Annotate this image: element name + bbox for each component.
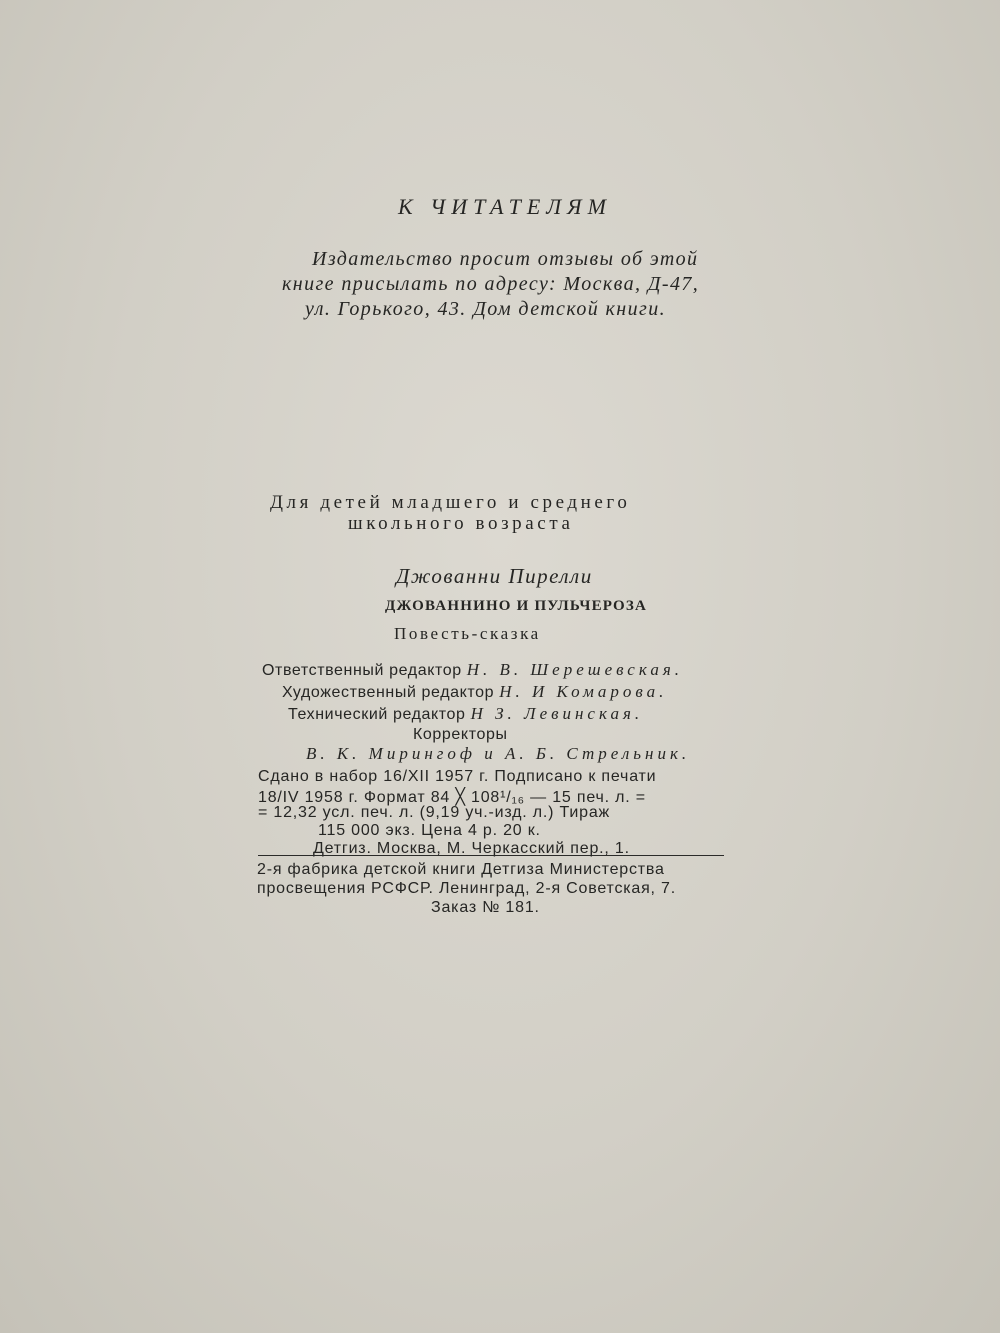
imprint-line: 115 000 экз. Цена 4 р. 20 к. xyxy=(318,822,541,839)
imprint-line: Сдано в набор 16/XII 1957 г. Подписано к печати xyxy=(258,768,657,785)
printer-line: 2-я фабрика детской книги Детгиза Министерства xyxy=(257,861,665,878)
credit-name: В. К. Мирингоф и А. Б. Стрельник. xyxy=(306,744,691,763)
imprint-line: = 12,32 усл. печ. л. (9,19 уч.-изд. л.) Тираж xyxy=(258,804,611,821)
credit-name: Н. В. Шерешевская. xyxy=(466,660,684,679)
credit-proofreaders-label xyxy=(413,726,508,744)
notice-line: Издательство просит отзывы об этой xyxy=(312,248,699,270)
credit-role: Художественный редактор xyxy=(282,684,500,701)
credit-technical-editor xyxy=(288,704,643,724)
credit-responsible-editor xyxy=(262,660,683,680)
audience-line: Для детей младшего и среднего xyxy=(270,492,631,513)
credit-role: Технический редактор xyxy=(288,706,471,723)
notice-title: К ЧИТАТЕЛЯМ xyxy=(398,194,612,219)
printer-line: просвещения РСФСР. Ленинград, 2-я Советская, 7. xyxy=(257,880,676,897)
imprint-line: Детгиз. Москва, М. Черкасский пер., 1. xyxy=(313,840,630,857)
imprint-line: 18/IV 1958 г. Формат 84 ╳ 108¹/₁₆ — 15 печ. л. = xyxy=(258,789,646,806)
credit-role: Корректоры xyxy=(413,726,508,743)
notice-line: книге присылать по адресу: Москва, Д-47, xyxy=(282,273,700,295)
credit-art-editor xyxy=(282,682,667,702)
credit-proofreaders-names xyxy=(306,744,690,764)
credit-name: Н. И Комарова. xyxy=(499,682,668,701)
divider-rule xyxy=(258,855,724,856)
book-title: ДЖОВАННИНО И ПУЛЬЧЕРОЗА xyxy=(385,598,648,614)
book-subtitle: Повесть-сказка xyxy=(394,624,541,643)
credit-role: Ответственный редактор xyxy=(262,662,467,679)
credit-name: Н З. Левинская. xyxy=(470,704,644,723)
book-author: Джованни Пирелли xyxy=(396,564,593,588)
printer-line: Заказ № 181. xyxy=(431,899,540,916)
notice-line: ул. Горького, 43. Дом детской книги. xyxy=(305,298,666,320)
audience-line: школьного возраста xyxy=(348,513,574,534)
